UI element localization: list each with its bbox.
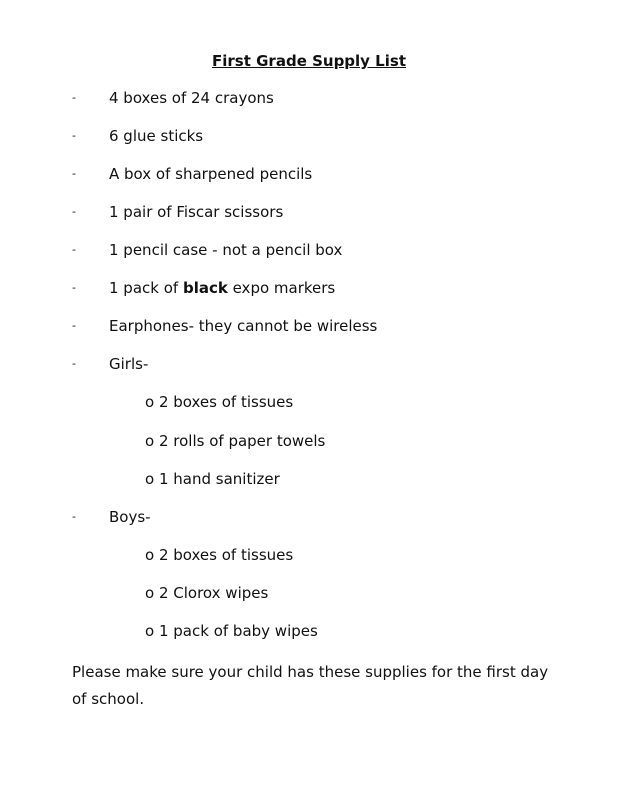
sub-bullet-marker: o	[145, 470, 155, 488]
sub-list-item	[0, 583, 618, 603]
list-item-boys	[0, 507, 618, 527]
sub-list-item	[0, 431, 618, 451]
list-item-girls	[0, 354, 618, 374]
sub-item-label: 2 Clorox wipes	[158, 584, 269, 602]
bullet-marker: -	[72, 510, 76, 523]
sub-list-item-text	[145, 545, 293, 565]
bullet-marker: -	[72, 91, 76, 104]
sub-list-item	[0, 621, 618, 641]
bullet-marker: -	[72, 167, 76, 180]
list-item	[0, 316, 618, 336]
list-item-text: A box of sharpened pencils	[109, 165, 313, 183]
bullet-marker: -	[72, 281, 76, 294]
bullet-marker: -	[72, 357, 76, 370]
sub-list-item	[0, 545, 618, 565]
sub-list-item-text	[145, 469, 280, 489]
list-item	[0, 88, 618, 108]
sub-item-label: 2 boxes of tissues	[158, 546, 294, 564]
bullet-marker: -	[72, 319, 76, 332]
list-item-text-end: expo markers	[227, 279, 336, 297]
list-item	[0, 164, 618, 184]
list-item	[0, 240, 618, 260]
list-item-text: 1 pencil case - not a pencil box	[109, 241, 343, 259]
sub-list-item	[0, 392, 618, 412]
page-title: First Grade Supply List	[212, 52, 406, 70]
footer-note: Please make sure your child has these supplies for the first day of school.	[72, 663, 549, 708]
sub-bullet-marker: o	[145, 546, 155, 564]
list-item-text-start: 1 pack of	[109, 279, 183, 297]
sub-list-item-text	[145, 621, 318, 641]
sub-item-label: 2 boxes of tissues	[158, 393, 294, 411]
list-item-text: Girls-	[109, 355, 149, 373]
sub-bullet-marker: o	[145, 622, 155, 640]
sub-item-label: 2 rolls of paper towels	[158, 432, 326, 450]
sub-bullet-marker: o	[145, 393, 155, 411]
bullet-marker: -	[72, 205, 76, 218]
sub-list-item	[0, 469, 618, 489]
list-item-text	[109, 278, 335, 298]
list-item-text: 4 boxes of 24 crayons	[109, 89, 274, 107]
list-item-text: Boys-	[109, 508, 151, 526]
sub-list-item-text	[145, 583, 268, 603]
sub-bullet-marker: o	[145, 432, 155, 450]
list-item-text: Earphones- they cannot be wireless	[109, 317, 378, 335]
sub-item-label: 1 pack of baby wipes	[158, 622, 318, 640]
sub-bullet-marker: o	[145, 584, 155, 602]
list-item	[0, 126, 618, 146]
list-item	[0, 202, 618, 222]
sub-list-item-text	[145, 392, 293, 412]
sub-item-label: 1 hand sanitizer	[158, 470, 280, 488]
list-item-text: 1 pair of Fiscar scissors	[109, 203, 284, 221]
list-item-text: 6 glue sticks	[109, 127, 204, 145]
bullet-marker: -	[72, 243, 76, 256]
sub-list-item-text	[145, 431, 325, 451]
list-item	[0, 278, 618, 298]
bullet-marker: -	[72, 129, 76, 142]
list-item-bold-word: black	[182, 279, 228, 297]
